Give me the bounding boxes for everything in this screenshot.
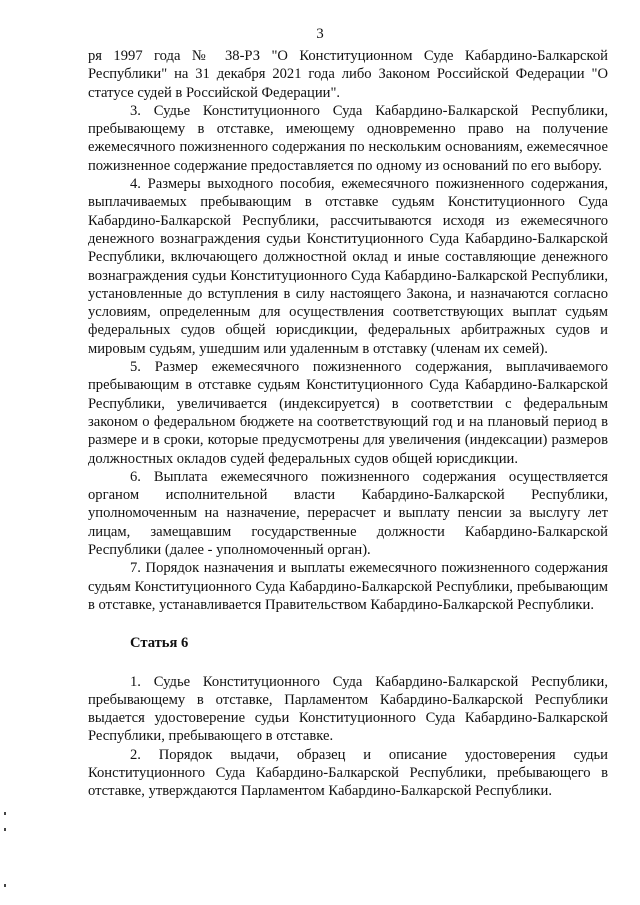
paragraph-item-7: 7. Порядок назначения и выплаты ежемесячного пожизненного содержания судьям Конституционного Суда Кабардино-Балкарской Республики, пребывающим в отставке, устанавливается Правительством Кабардино-Балкарской Республики.	[88, 560, 608, 613]
paragraph-item-5: 5. Размер ежемесячного пожизненного содержания, выплачиваемого пребывающим в отставке судьям Конституционного Суда Кабардино-Балкарской Республики, увеличивается (индексируется) в соответствии с федеральным законом о федеральном бюджете на соответствующий год и на плановый период в размере и в сроки, которые предусмотрены для увеличения (индексации) размеров должностных окладов судей федеральных судов общей юрисдикции.	[88, 359, 608, 467]
scan-mark	[4, 812, 6, 815]
scan-mark	[4, 828, 6, 831]
article-paragraph-1: 1. Судье Конституционного Суда Кабардино-Балкарской Республики, пребывающему в отставке, Парламентом Кабардино-Балкарской Республики выдается удостоверение судьи Конституционного Суда Кабардино-Балкарской Республики, пребывающего в отставке.	[88, 673, 608, 745]
page-number: 3	[316, 26, 324, 42]
article-paragraph-2: 2. Порядок выдачи, образец и описание удостоверения судьи Конституционного Суда Кабардино-Балкарской Республики, пребывающего в отставке, утверждаются Парламентом Кабардино-Балкарской Республики.	[88, 746, 608, 800]
paragraph-continuation: ря 1997 года № 38-РЗ "О Конституционном Суде Кабардино-Балкарской Республики" на 31 декабря 2021 года либо Законом Российской Федерации "О статусе судей в Российской Федерации".	[88, 48, 608, 101]
document-body	[88, 47, 608, 801]
scan-mark	[4, 884, 6, 887]
paragraph-item-3: 3. Судье Конституционного Суда Кабардино-Балкарской Республики, пребывающему в отставке, имеющему одновременно право на получение ежемесячного пожизненного содержания по нескольким основаниям, ежемесячное пожизненное содержание предоставляется по одному из оснований по его выбору.	[88, 102, 608, 174]
article-heading: Статья 6	[130, 635, 189, 652]
paragraph-item-6: 6. Выплата ежемесячного пожизненного содержания осуществляется органом исполнительной власти Кабардино-Балкарской Республики, уполномоченным на назначение, перерасчет и выплату пенсии за выслугу лет лицам, замещавшим государственные должности Кабардино-Балкарской Республики (далее - уполномоченный орган).	[88, 468, 608, 559]
paragraph-item-4: 4. Размеры выходного пособия, ежемесячного пожизненного содержания, выплачиваемых пребывающим в отставке судьям Конституционного Суда Кабардино-Балкарской Республики, рассчитываются исходя из ежемесячного денежного вознаграждения судьи Конституционного Суда Кабардино-Балкарской Республики, включающего должностной оклад и иные составляющие денежного вознаграждения судьи Конституционного Суда Кабардино-Балкарской Республики, установленные до вступления в силу настоящего Закона, и назначаются согласно условиям, определенным для осуществления соответствующих выплат судьям федеральных судов общей юрисдикции, федеральных арбитражных судов и мировым судьям, ушедшим или удаленным в отставку (членам их семей).	[88, 176, 608, 357]
